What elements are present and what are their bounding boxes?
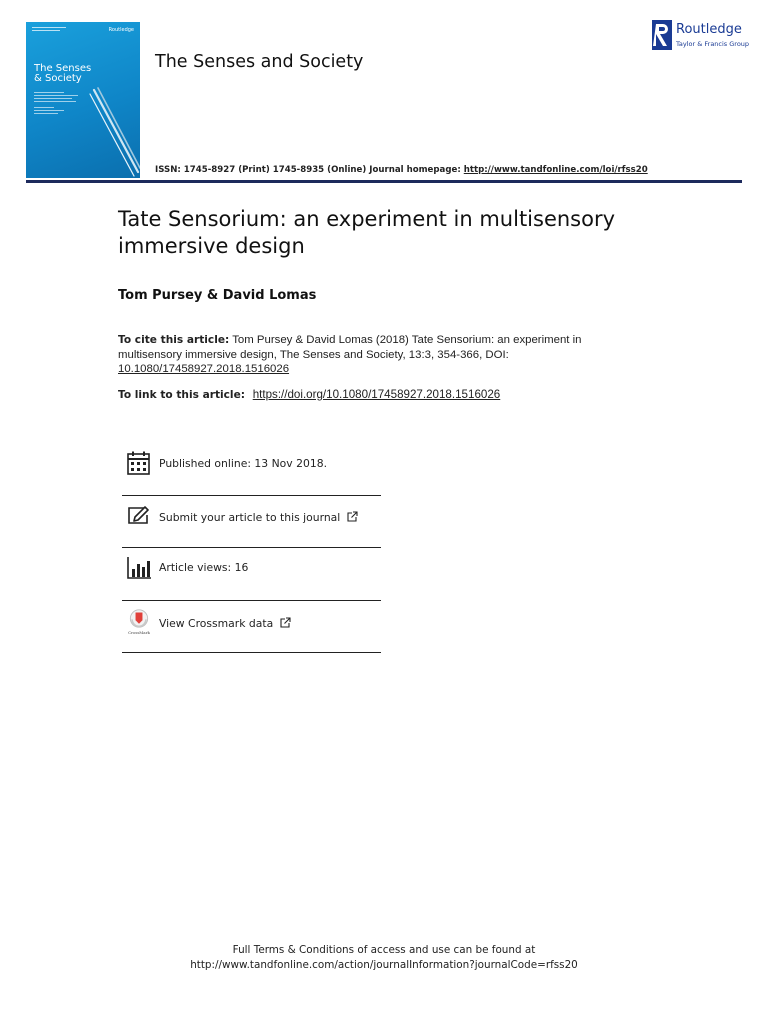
cover-publisher-logo: Routledge bbox=[108, 27, 134, 33]
terms-text: Full Terms & Conditions of access and use can be found at bbox=[232, 944, 536, 956]
cite-text: Tom Pursey & David Lomas (2018) Tate Sensorium: an experiment in multisensory immersive design, The Senses and Society, 13:3, 354-366, DOI: bbox=[118, 334, 582, 361]
article-views-text: Article views: 16 bbox=[159, 561, 249, 574]
article-title: Tate Sensorium: an experiment in multisensory immersive design bbox=[118, 207, 616, 258]
divider bbox=[122, 495, 381, 496]
submit-article-link[interactable] bbox=[159, 511, 358, 524]
submit-article-text: Submit your article to this journal bbox=[159, 511, 341, 524]
issn-line bbox=[155, 165, 648, 175]
routledge-r-icon bbox=[652, 20, 672, 50]
cover-needle-graphic bbox=[26, 22, 140, 178]
publisher-name: Routledge bbox=[676, 22, 742, 37]
calendar-icon bbox=[126, 450, 152, 476]
published-online-item bbox=[122, 448, 381, 500]
divider bbox=[122, 652, 381, 653]
external-link-icon bbox=[347, 511, 358, 522]
terms-link[interactable]: http://www.tandfonline.com/action/journalInformation?journalCode=rfss20 bbox=[190, 959, 578, 971]
bar-chart-icon bbox=[126, 555, 152, 581]
journal-cover-image bbox=[26, 22, 140, 178]
journal-homepage-link[interactable]: http://www.tandfonline.com/loi/rfss20 bbox=[463, 165, 648, 175]
published-online-text: Published online: 13 Nov 2018. bbox=[159, 457, 328, 470]
divider bbox=[122, 547, 381, 548]
cover-title: The Senses & Society bbox=[34, 63, 92, 84]
external-link-icon bbox=[280, 617, 291, 628]
crossmark-item[interactable] bbox=[122, 605, 381, 657]
publisher-subtitle: Taylor & Francis Group bbox=[676, 40, 750, 48]
cite-doi-link[interactable]: 10.1080/17458927.2018.1516026 bbox=[118, 363, 290, 375]
journal-title: The Senses and Society bbox=[155, 52, 364, 72]
publisher-logo bbox=[652, 20, 752, 52]
divider bbox=[122, 600, 381, 601]
edit-icon bbox=[126, 503, 152, 529]
article-link-line bbox=[118, 388, 500, 401]
link-label: To link to this article: bbox=[118, 389, 249, 401]
view-crossmark-link[interactable] bbox=[159, 617, 291, 630]
citation-block bbox=[118, 333, 618, 377]
cite-label: To cite this article: bbox=[118, 334, 230, 346]
article-doi-link[interactable]: https://doi.org/10.1080/17458927.2018.1516026 bbox=[252, 388, 501, 401]
crossmark-logo-text: CrossMark bbox=[128, 630, 150, 635]
article-authors: Tom Pursey & David Lomas bbox=[118, 288, 317, 303]
terms-footer bbox=[0, 943, 768, 973]
crossmark-text: View Crossmark data bbox=[159, 617, 274, 630]
submit-article-item[interactable] bbox=[122, 500, 381, 552]
crossmark-icon bbox=[126, 609, 152, 635]
issn-text: ISSN: 1745-8927 (Print) 1745-8935 (Online) Journal homepage: bbox=[155, 165, 464, 175]
header-divider bbox=[26, 180, 742, 183]
article-views-item bbox=[122, 552, 381, 604]
